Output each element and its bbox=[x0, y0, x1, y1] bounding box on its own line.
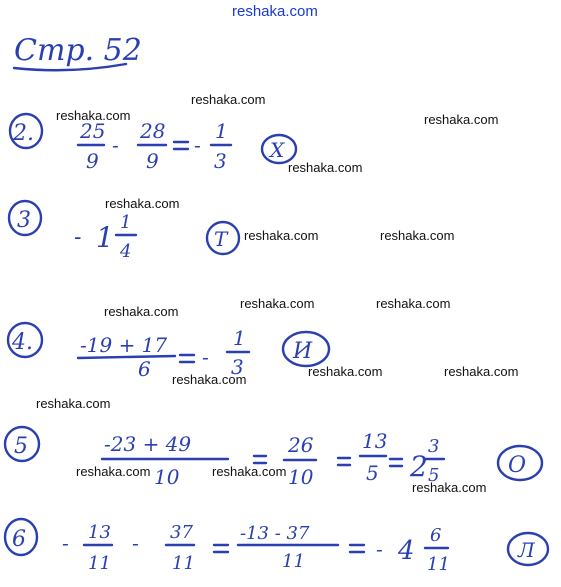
answer-letter: И bbox=[293, 339, 313, 364]
watermark: reshaka.com bbox=[172, 372, 247, 387]
step1-numerator: 26 bbox=[288, 433, 314, 457]
fraction-denominator: 11 bbox=[282, 551, 305, 572]
result-numerator: 3 bbox=[428, 436, 440, 457]
fraction-numerator: 25 bbox=[80, 119, 106, 143]
result-numerator: 1 bbox=[233, 326, 246, 350]
result-numerator: 6 bbox=[430, 525, 442, 546]
answer-letter: Л bbox=[518, 538, 535, 562]
answer-numerator: 1 bbox=[120, 212, 132, 233]
problem-2 bbox=[10, 114, 296, 173]
problem-4 bbox=[8, 323, 329, 381]
fraction-denominator: 6 bbox=[138, 357, 151, 381]
watermark: reshaka.com bbox=[244, 228, 319, 243]
watermark: reshaka.com bbox=[376, 296, 451, 311]
watermark: reshaka.com bbox=[424, 112, 499, 127]
watermark: reshaka.com bbox=[412, 480, 487, 495]
answer-letter: Т bbox=[214, 227, 228, 251]
problem-number: 2. bbox=[13, 121, 34, 146]
fraction-denominator: 9 bbox=[146, 149, 159, 173]
result-sign: - bbox=[202, 345, 209, 369]
result-whole: 4 bbox=[398, 536, 415, 566]
term2-numerator: 37 bbox=[170, 522, 193, 543]
fraction-denominator: 10 bbox=[154, 465, 180, 489]
watermark: reshaka.com bbox=[56, 108, 131, 123]
result-sign: - bbox=[376, 537, 383, 561]
watermark: reshaka.com bbox=[36, 396, 111, 411]
term2-sign: - bbox=[132, 531, 139, 555]
fraction-numerator: 28 bbox=[140, 119, 166, 143]
problem-number: 5 bbox=[14, 434, 28, 459]
result-denominator: 3 bbox=[214, 149, 227, 173]
site-watermark-top: reshaka.com bbox=[232, 3, 318, 20]
answer-letter: Х bbox=[270, 138, 285, 162]
fraction-denominator: 9 bbox=[86, 149, 99, 173]
answer-letter: О bbox=[508, 453, 527, 478]
answer-sign: - bbox=[74, 225, 82, 250]
answer-whole: 1 bbox=[96, 221, 114, 254]
watermark: reshaka.com bbox=[191, 92, 266, 107]
page-heading bbox=[14, 33, 142, 70]
problem-6 bbox=[5, 519, 548, 575]
step2-denominator: 5 bbox=[366, 461, 379, 485]
term1-numerator: 13 bbox=[88, 522, 111, 543]
result-whole: 2 bbox=[410, 450, 428, 483]
watermark: reshaka.com bbox=[105, 196, 180, 211]
term2-denominator: 11 bbox=[172, 553, 195, 574]
watermark: reshaka.com bbox=[288, 160, 363, 175]
result-denominator: 3 bbox=[231, 355, 244, 379]
problem-number: 4. bbox=[12, 330, 33, 355]
result-denominator: 5 bbox=[428, 465, 440, 486]
result-numerator: 1 bbox=[215, 119, 228, 143]
answer-denominator: 4 bbox=[120, 241, 132, 262]
watermark: reshaka.com bbox=[104, 304, 179, 319]
operator: - bbox=[112, 133, 119, 157]
watermark: reshaka.com bbox=[76, 464, 151, 479]
fraction-numerator: -19 + 17 bbox=[80, 333, 168, 357]
term1-sign: - bbox=[62, 531, 69, 555]
watermark: reshaka.com bbox=[380, 228, 455, 243]
fraction-numerator: -23 + 49 bbox=[104, 432, 192, 456]
result-denominator: 11 bbox=[427, 554, 450, 575]
problem-number: 3 bbox=[17, 208, 31, 233]
result-sign: - bbox=[194, 133, 201, 157]
step1-denominator: 10 bbox=[288, 465, 314, 489]
watermark: reshaka.com bbox=[308, 364, 383, 379]
problem-number: 6 bbox=[12, 527, 26, 552]
fraction-numerator: -13 - 37 bbox=[240, 523, 310, 544]
watermark: reshaka.com bbox=[240, 296, 315, 311]
step2-numerator: 13 bbox=[362, 429, 388, 453]
term1-denominator: 11 bbox=[88, 553, 111, 574]
watermark: reshaka.com bbox=[212, 464, 287, 479]
watermark: reshaka.com bbox=[444, 364, 519, 379]
page-label: Стр. 52 bbox=[14, 33, 142, 68]
